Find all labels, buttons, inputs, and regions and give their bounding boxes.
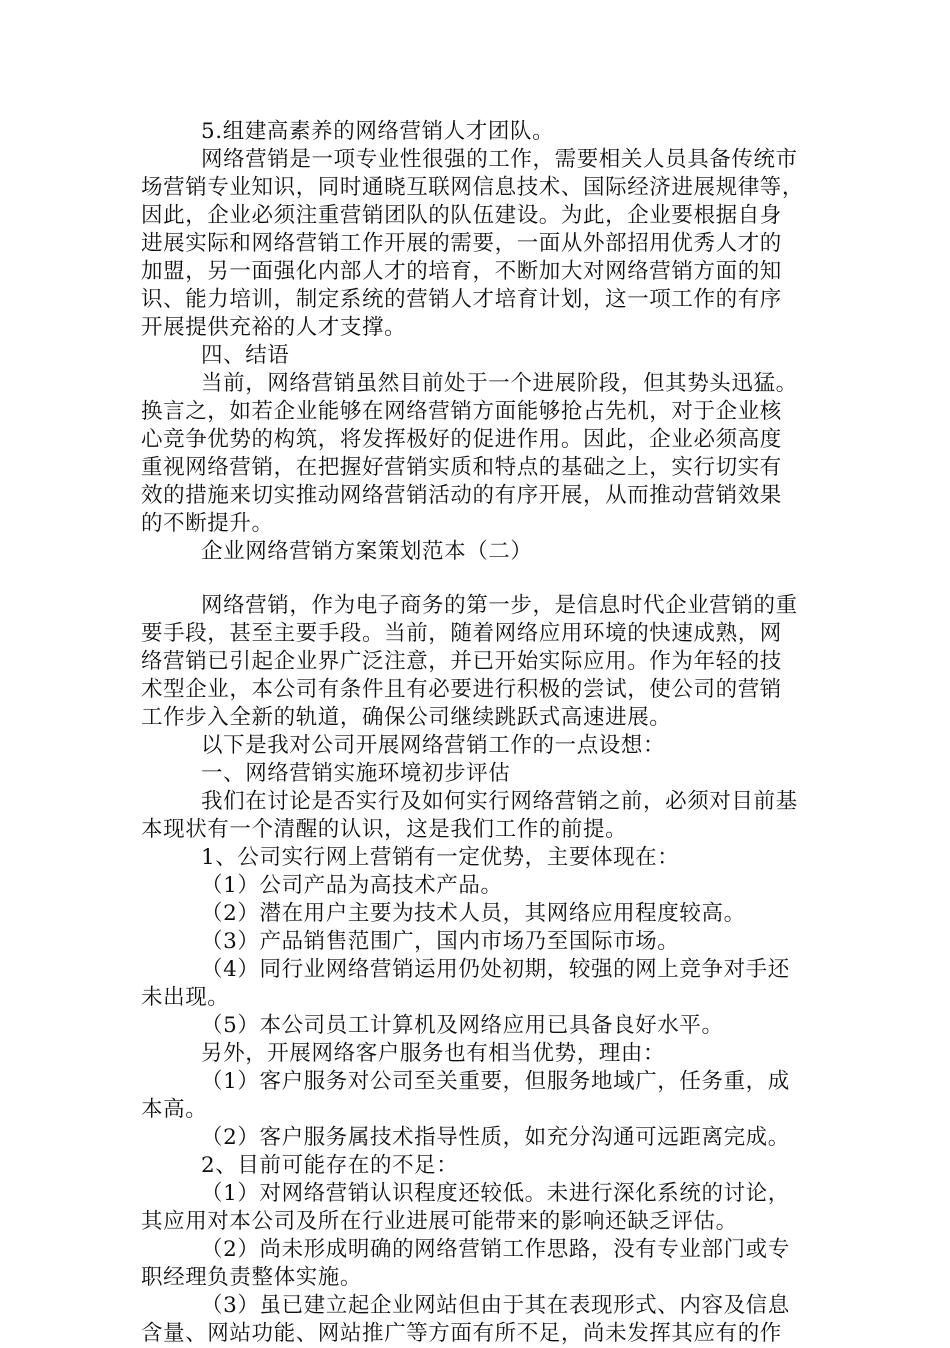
section-heading: 一、网络营销实施环境初步评估 bbox=[201, 761, 511, 786]
list-item: 其应用对本公司及所在行业进展可能带来的影响还缺乏评估。 bbox=[141, 1209, 738, 1234]
paragraph-line: 术型企业，本公司有条件且有必要进行积极的尝试，使公司的营销 bbox=[141, 677, 782, 702]
list-heading: 1、公司实行网上营销有一定优势，主要体现在： bbox=[201, 845, 680, 870]
paragraph-line: 识、能力培训，制定系统的营销人才培育计划，这一项工作的有序 bbox=[141, 287, 782, 312]
paragraph-line: 开展提供充裕的人才支撑。 bbox=[141, 315, 407, 340]
paragraph-line: 心竞争优势的构筑，将发挥极好的促进作用。因此，企业必须高度 bbox=[141, 427, 782, 452]
list-heading: 2、目前可能存在的不足： bbox=[201, 1153, 459, 1178]
list-item: （2）潜在用户主要为技术人员，其网络应用程度较高。 bbox=[201, 901, 746, 926]
paragraph-line: 要手段，甚至主要手段。当前，随着网络应用环境的快速成熟，网 bbox=[141, 621, 782, 646]
list-item: 本高。 bbox=[141, 1097, 208, 1122]
paragraph-line: 场营销专业知识，同时通晓互联网信息技术、国际经济进展规律等， bbox=[141, 175, 805, 200]
list-item: （4）同行业网络营销运用仍处初期，较强的网上竞争对手还 bbox=[201, 957, 790, 982]
paragraph-line: 效的措施来切实推动网络营销活动的有序开展，从而推动营销效果 bbox=[141, 483, 782, 508]
list-item: （1）对网络营销认识程度还较低。未进行深化系统的讨论， bbox=[201, 1181, 790, 1206]
paragraph-line: 络营销已引起企业界广泛注意，并已开始实际应用。作为年轻的技 bbox=[141, 649, 782, 674]
section-heading: 5.组建高素养的网络营销人才团队。 bbox=[201, 119, 555, 144]
list-item: （3）产品销售范围广，国内市场乃至国际市场。 bbox=[201, 929, 680, 954]
list-item: （3）虽已建立起企业网站但由于其在表现形式、内容及信息 bbox=[201, 1293, 790, 1318]
list-item: 职经理负责整体实施。 bbox=[141, 1265, 363, 1290]
paragraph-line: 重视网络营销，在把握好营销实质和特点的基础之上，实行切实有 bbox=[141, 455, 782, 480]
paragraph-line: 加盟，另一面强化内部人才的培育，不断加大对网络营销方面的知 bbox=[141, 259, 782, 284]
paragraph-line: 当前，网络营销虽然目前处于一个进展阶段，但其势头迅猛。 bbox=[201, 371, 798, 396]
list-item: （2）尚未形成明确的网络营销工作思路，没有专业部门或专 bbox=[201, 1237, 790, 1262]
paragraph-line: 另外，开展网络客户服务也有相当优势，理由： bbox=[201, 1041, 666, 1066]
list-item: （2）客户服务属技术指导性质，如充分沟通可远距离完成。 bbox=[201, 1125, 790, 1150]
paragraph-line: 进展实际和网络营销工作开展的需要，一面从外部招用优秀人才的 bbox=[141, 231, 782, 256]
paragraph-line: 以下是我对公司开展网络营销工作的一点设想： bbox=[201, 733, 666, 758]
paragraph-line: 网络营销，作为电子商务的第一步，是信息时代企业营销的重 bbox=[201, 593, 798, 618]
paragraph-line: 的不断提升。 bbox=[141, 511, 274, 536]
document-title: 企业网络营销方案策划范本（二） bbox=[201, 539, 533, 564]
list-item: （5）本公司员工计算机及网络应用已具备良好水平。 bbox=[201, 1013, 724, 1038]
paragraph-line: 工作步入全新的轨道，确保公司继续跳跃式高速进展。 bbox=[141, 705, 672, 730]
list-item: 未出现。 bbox=[141, 985, 230, 1010]
section-heading: 四、结语 bbox=[201, 343, 290, 368]
list-item: （1）客户服务对公司至关重要，但服务地域广，任务重，成 bbox=[201, 1069, 790, 1094]
paragraph-line: 我们在讨论是否实行及如何实行网络营销之前，必须对目前基 bbox=[201, 789, 798, 814]
paragraph-line: 本现状有一个清醒的认识，这是我们工作的前提。 bbox=[141, 817, 628, 842]
paragraph-line: 网络营销是一项专业性很强的工作，需要相关人员具备传统市 bbox=[201, 147, 798, 172]
list-item: 含量、网站功能、网站推广等方面有所不足，尚未发挥其应有的作 bbox=[141, 1321, 782, 1346]
paragraph-line: 因此，企业必须注重营销团队的队伍建设。为此，企业要根据自身 bbox=[141, 203, 782, 228]
paragraph-line: 换言之，如若企业能够在网络营销方面能够抢占先机，对于企业核 bbox=[141, 399, 782, 424]
list-item: （1）公司产品为高技术产品。 bbox=[201, 873, 503, 898]
